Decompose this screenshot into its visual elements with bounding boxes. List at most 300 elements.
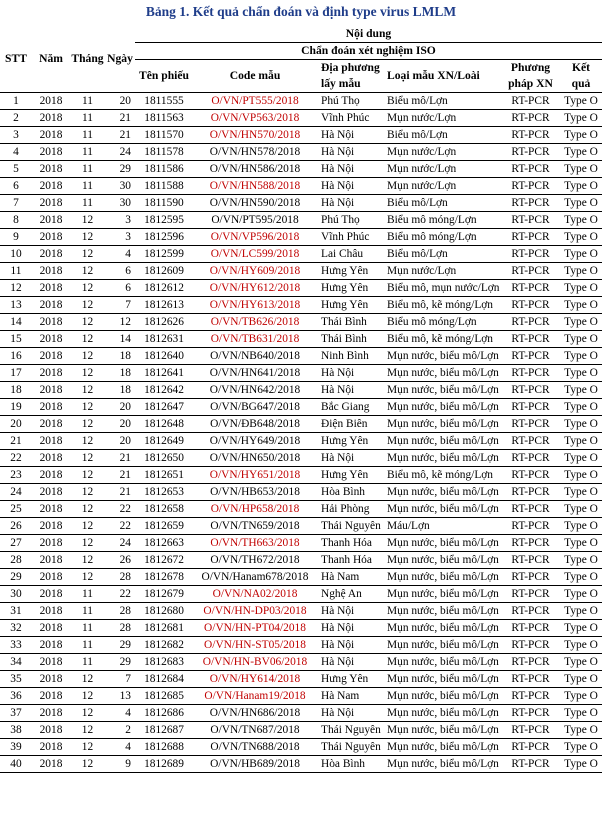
cell-ket-qua: Type O bbox=[560, 416, 602, 433]
cell-code-mau: O/VN/BG647/2018 bbox=[193, 399, 317, 416]
cell-ngay: 30 bbox=[105, 178, 135, 195]
cell-thang: 12 bbox=[70, 501, 105, 518]
cell-loai-mau: Biểu mô móng/Lợn bbox=[383, 212, 501, 229]
table-body bbox=[0, 93, 602, 773]
cell-thang: 12 bbox=[70, 212, 105, 229]
cell-ket-qua: Type O bbox=[560, 722, 602, 739]
cell-thang: 12 bbox=[70, 518, 105, 535]
cell-stt: 16 bbox=[0, 348, 32, 365]
cell-ten-phieu: 1812648 bbox=[135, 416, 193, 433]
cell-loai-mau: Mụn nước, biểu mô/Lợn bbox=[383, 705, 501, 722]
cell-ket-qua: Type O bbox=[560, 178, 602, 195]
cell-ket-qua: Type O bbox=[560, 195, 602, 212]
cell-thang: 12 bbox=[70, 450, 105, 467]
cell-ket-qua: Type O bbox=[560, 484, 602, 501]
cell-ket-qua: Type O bbox=[560, 535, 602, 552]
cell-ket-qua: Type O bbox=[560, 161, 602, 178]
cell-ten-phieu: 1812631 bbox=[135, 331, 193, 348]
cell-phuong-phap: RT-PCR bbox=[501, 127, 560, 144]
cell-ngay: 29 bbox=[105, 637, 135, 654]
cell-loai-mau: Mụn nước, biểu mô/Lợn bbox=[383, 671, 501, 688]
cell-loai-mau: Mụn nước, biểu mô/Lợn bbox=[383, 399, 501, 416]
cell-nam: 2018 bbox=[32, 161, 70, 178]
cell-ngay: 18 bbox=[105, 382, 135, 399]
cell-dia-phuong: Hòa Bình bbox=[317, 484, 383, 501]
cell-ngay: 6 bbox=[105, 263, 135, 280]
cell-code-mau: O/VN/HN-BV06/2018 bbox=[193, 654, 317, 671]
cell-phuong-phap: RT-PCR bbox=[501, 365, 560, 382]
header-dia-phuong-line1: Địa phương bbox=[321, 61, 380, 74]
cell-ket-qua: Type O bbox=[560, 705, 602, 722]
cell-nam: 2018 bbox=[32, 671, 70, 688]
cell-dia-phuong: Hà Nội bbox=[317, 450, 383, 467]
cell-stt: 8 bbox=[0, 212, 32, 229]
cell-phuong-phap: RT-PCR bbox=[501, 518, 560, 535]
cell-ten-phieu: 1812641 bbox=[135, 365, 193, 382]
cell-thang: 12 bbox=[70, 535, 105, 552]
cell-stt: 22 bbox=[0, 450, 32, 467]
cell-ngay: 30 bbox=[105, 195, 135, 212]
cell-stt: 20 bbox=[0, 416, 32, 433]
cell-nam: 2018 bbox=[32, 144, 70, 161]
cell-dia-phuong: Vĩnh Phúc bbox=[317, 110, 383, 127]
cell-stt: 19 bbox=[0, 399, 32, 416]
cell-stt: 9 bbox=[0, 229, 32, 246]
cell-thang: 12 bbox=[70, 433, 105, 450]
cell-ten-phieu: 1812651 bbox=[135, 467, 193, 484]
header-loai-mau: Loại mẫu XN/Loài bbox=[383, 60, 501, 93]
cell-nam: 2018 bbox=[32, 178, 70, 195]
header-ten-phieu: Tên phiếu bbox=[135, 60, 193, 93]
cell-ngay: 20 bbox=[105, 93, 135, 110]
table-row bbox=[0, 688, 602, 705]
cell-ngay: 21 bbox=[105, 484, 135, 501]
cell-dia-phuong: Hà Nội bbox=[317, 144, 383, 161]
cell-code-mau: O/VN/HY613/2018 bbox=[193, 297, 317, 314]
cell-nam: 2018 bbox=[32, 246, 70, 263]
cell-nam: 2018 bbox=[32, 688, 70, 705]
cell-nam: 2018 bbox=[32, 263, 70, 280]
cell-ngay: 20 bbox=[105, 399, 135, 416]
cell-nam: 2018 bbox=[32, 93, 70, 110]
cell-ket-qua: Type O bbox=[560, 671, 602, 688]
cell-ngay: 4 bbox=[105, 705, 135, 722]
cell-loai-mau: Mụn nước, biểu mô/Lợn bbox=[383, 501, 501, 518]
cell-ngay: 29 bbox=[105, 654, 135, 671]
cell-dia-phuong: Ninh Bình bbox=[317, 348, 383, 365]
cell-dia-phuong: Hà Nội bbox=[317, 603, 383, 620]
cell-ten-phieu: 1812650 bbox=[135, 450, 193, 467]
cell-thang: 12 bbox=[70, 365, 105, 382]
cell-ket-qua: Type O bbox=[560, 348, 602, 365]
table-row bbox=[0, 127, 602, 144]
table-row bbox=[0, 314, 602, 331]
cell-code-mau: O/VN/HB653/2018 bbox=[193, 484, 317, 501]
cell-loai-mau: Mụn nước/Lợn bbox=[383, 110, 501, 127]
cell-dia-phuong: Hà Nội bbox=[317, 705, 383, 722]
cell-ten-phieu: 1812596 bbox=[135, 229, 193, 246]
table-row bbox=[0, 178, 602, 195]
cell-phuong-phap: RT-PCR bbox=[501, 433, 560, 450]
header-ket-qua-line1: Kết bbox=[571, 61, 591, 74]
cell-phuong-phap: RT-PCR bbox=[501, 603, 560, 620]
header-ngay: Ngày bbox=[105, 26, 135, 93]
cell-loai-mau: Biểu mô/Lợn bbox=[383, 127, 501, 144]
cell-dia-phuong: Thái Nguyên bbox=[317, 739, 383, 756]
cell-dia-phuong: Hưng Yên bbox=[317, 467, 383, 484]
cell-code-mau: O/VN/TN659/2018 bbox=[193, 518, 317, 535]
cell-ket-qua: Type O bbox=[560, 739, 602, 756]
cell-phuong-phap: RT-PCR bbox=[501, 229, 560, 246]
cell-nam: 2018 bbox=[32, 280, 70, 297]
table-row bbox=[0, 212, 602, 229]
cell-ngay: 4 bbox=[105, 739, 135, 756]
cell-ket-qua: Type O bbox=[560, 110, 602, 127]
cell-stt: 29 bbox=[0, 569, 32, 586]
cell-stt: 36 bbox=[0, 688, 32, 705]
cell-nam: 2018 bbox=[32, 654, 70, 671]
cell-thang: 11 bbox=[70, 654, 105, 671]
cell-thang: 11 bbox=[70, 178, 105, 195]
cell-nam: 2018 bbox=[32, 127, 70, 144]
cell-ten-phieu: 1812649 bbox=[135, 433, 193, 450]
cell-stt: 1 bbox=[0, 93, 32, 110]
cell-thang: 12 bbox=[70, 739, 105, 756]
cell-loai-mau: Biểu mô, kẽ móng/Lợn bbox=[383, 467, 501, 484]
cell-ket-qua: Type O bbox=[560, 501, 602, 518]
cell-thang: 11 bbox=[70, 195, 105, 212]
cell-ngay: 21 bbox=[105, 467, 135, 484]
cell-nam: 2018 bbox=[32, 450, 70, 467]
cell-stt: 35 bbox=[0, 671, 32, 688]
cell-dia-phuong: Điện Biên bbox=[317, 416, 383, 433]
cell-code-mau: O/VN/HN590/2018 bbox=[193, 195, 317, 212]
cell-ten-phieu: 1812686 bbox=[135, 705, 193, 722]
table-row bbox=[0, 297, 602, 314]
cell-code-mau: O/VN/PT595/2018 bbox=[193, 212, 317, 229]
cell-thang: 12 bbox=[70, 246, 105, 263]
cell-stt: 6 bbox=[0, 178, 32, 195]
cell-phuong-phap: RT-PCR bbox=[501, 314, 560, 331]
cell-loai-mau: Biểu mô/Lợn bbox=[383, 246, 501, 263]
cell-loai-mau: Mụn nước, biểu mô/Lợn bbox=[383, 450, 501, 467]
cell-ket-qua: Type O bbox=[560, 127, 602, 144]
cell-nam: 2018 bbox=[32, 467, 70, 484]
cell-code-mau: O/VN/HY649/2018 bbox=[193, 433, 317, 450]
table-row bbox=[0, 671, 602, 688]
cell-stt: 33 bbox=[0, 637, 32, 654]
cell-phuong-phap: RT-PCR bbox=[501, 569, 560, 586]
cell-phuong-phap: RT-PCR bbox=[501, 331, 560, 348]
cell-stt: 30 bbox=[0, 586, 32, 603]
cell-code-mau: O/VN/HN642/2018 bbox=[193, 382, 317, 399]
cell-thang: 12 bbox=[70, 229, 105, 246]
cell-ngay: 13 bbox=[105, 688, 135, 705]
cell-loai-mau: Mụn nước/Lợn bbox=[383, 161, 501, 178]
cell-loai-mau: Mụn nước, biểu mô/Lợn bbox=[383, 535, 501, 552]
cell-ket-qua: Type O bbox=[560, 552, 602, 569]
cell-nam: 2018 bbox=[32, 603, 70, 620]
cell-phuong-phap: RT-PCR bbox=[501, 144, 560, 161]
cell-stt: 28 bbox=[0, 552, 32, 569]
cell-ket-qua: Type O bbox=[560, 637, 602, 654]
cell-nam: 2018 bbox=[32, 331, 70, 348]
cell-phuong-phap: RT-PCR bbox=[501, 637, 560, 654]
cell-loai-mau: Biểu mô/Lợn bbox=[383, 195, 501, 212]
cell-ten-phieu: 1812672 bbox=[135, 552, 193, 569]
cell-stt: 7 bbox=[0, 195, 32, 212]
cell-phuong-phap: RT-PCR bbox=[501, 671, 560, 688]
cell-code-mau: O/VN/HN641/2018 bbox=[193, 365, 317, 382]
cell-ten-phieu: 1812688 bbox=[135, 739, 193, 756]
cell-loai-mau: Mụn nước, biểu mô/Lợn bbox=[383, 603, 501, 620]
table-row bbox=[0, 433, 602, 450]
cell-ngay: 4 bbox=[105, 246, 135, 263]
cell-thang: 11 bbox=[70, 586, 105, 603]
cell-phuong-phap: RT-PCR bbox=[501, 688, 560, 705]
cell-loai-mau: Mụn nước, biểu mô/Lợn bbox=[383, 756, 501, 773]
cell-loai-mau: Biểu mô, mụn nước/Lợn bbox=[383, 280, 501, 297]
cell-ngay: 3 bbox=[105, 212, 135, 229]
cell-ten-phieu: 1812684 bbox=[135, 671, 193, 688]
cell-code-mau: O/VN/HN586/2018 bbox=[193, 161, 317, 178]
table-row bbox=[0, 348, 602, 365]
cell-ten-phieu: 1811586 bbox=[135, 161, 193, 178]
table-row bbox=[0, 603, 602, 620]
cell-ngay: 28 bbox=[105, 620, 135, 637]
header-dia-phuong-line2: lấy mẫu bbox=[321, 77, 361, 90]
cell-nam: 2018 bbox=[32, 348, 70, 365]
cell-ten-phieu: 1812681 bbox=[135, 620, 193, 637]
cell-ten-phieu: 1812680 bbox=[135, 603, 193, 620]
table-row bbox=[0, 331, 602, 348]
table-row bbox=[0, 263, 602, 280]
cell-phuong-phap: RT-PCR bbox=[501, 552, 560, 569]
cell-thang: 11 bbox=[70, 93, 105, 110]
cell-nam: 2018 bbox=[32, 756, 70, 773]
table-row bbox=[0, 484, 602, 501]
cell-stt: 13 bbox=[0, 297, 32, 314]
cell-ket-qua: Type O bbox=[560, 314, 602, 331]
cell-dia-phuong: Hà Nội bbox=[317, 127, 383, 144]
cell-thang: 12 bbox=[70, 756, 105, 773]
table-row bbox=[0, 552, 602, 569]
cell-nam: 2018 bbox=[32, 399, 70, 416]
header-phuong-phap bbox=[501, 60, 560, 93]
cell-dia-phuong: Lai Châu bbox=[317, 246, 383, 263]
cell-ket-qua: Type O bbox=[560, 450, 602, 467]
cell-phuong-phap: RT-PCR bbox=[501, 501, 560, 518]
cell-stt: 11 bbox=[0, 263, 32, 280]
cell-stt: 15 bbox=[0, 331, 32, 348]
cell-stt: 10 bbox=[0, 246, 32, 263]
cell-thang: 12 bbox=[70, 399, 105, 416]
table-row bbox=[0, 399, 602, 416]
header-phuong-phap-line1: Phương bbox=[510, 61, 551, 74]
cell-ten-phieu: 1812659 bbox=[135, 518, 193, 535]
cell-code-mau: O/VN/Hanam678/2018 bbox=[193, 569, 317, 586]
cell-loai-mau: Mụn nước, biểu mô/Lợn bbox=[383, 382, 501, 399]
cell-ket-qua: Type O bbox=[560, 331, 602, 348]
cell-ngay: 22 bbox=[105, 501, 135, 518]
cell-ten-phieu: 1812647 bbox=[135, 399, 193, 416]
cell-dia-phuong: Hà Nội bbox=[317, 620, 383, 637]
cell-dia-phuong: Vĩnh Phúc bbox=[317, 229, 383, 246]
cell-nam: 2018 bbox=[32, 535, 70, 552]
cell-phuong-phap: RT-PCR bbox=[501, 212, 560, 229]
cell-thang: 11 bbox=[70, 110, 105, 127]
cell-ket-qua: Type O bbox=[560, 382, 602, 399]
cell-stt: 25 bbox=[0, 501, 32, 518]
cell-ngay: 21 bbox=[105, 110, 135, 127]
cell-ket-qua: Type O bbox=[560, 280, 602, 297]
cell-loai-mau: Mụn nước, biểu mô/Lợn bbox=[383, 654, 501, 671]
cell-code-mau: O/VN/TH672/2018 bbox=[193, 552, 317, 569]
cell-code-mau: O/VN/VP596/2018 bbox=[193, 229, 317, 246]
cell-ngay: 18 bbox=[105, 348, 135, 365]
cell-phuong-phap: RT-PCR bbox=[501, 654, 560, 671]
cell-stt: 2 bbox=[0, 110, 32, 127]
cell-ket-qua: Type O bbox=[560, 620, 602, 637]
cell-stt: 27 bbox=[0, 535, 32, 552]
cell-loai-mau: Biểu mô, kẽ móng/Lợn bbox=[383, 331, 501, 348]
cell-dia-phuong: Hà Nội bbox=[317, 637, 383, 654]
cell-thang: 12 bbox=[70, 382, 105, 399]
cell-phuong-phap: RT-PCR bbox=[501, 705, 560, 722]
cell-dia-phuong: Hưng Yên bbox=[317, 671, 383, 688]
cell-thang: 12 bbox=[70, 569, 105, 586]
cell-dia-phuong: Thái Nguyên bbox=[317, 722, 383, 739]
cell-thang: 11 bbox=[70, 603, 105, 620]
cell-loai-mau: Biểu mô móng/Lợn bbox=[383, 314, 501, 331]
table-row bbox=[0, 229, 602, 246]
cell-code-mau: O/VN/HN-PT04/2018 bbox=[193, 620, 317, 637]
cell-ngay: 7 bbox=[105, 671, 135, 688]
cell-ngay: 21 bbox=[105, 127, 135, 144]
cell-phuong-phap: RT-PCR bbox=[501, 93, 560, 110]
cell-ngay: 14 bbox=[105, 331, 135, 348]
cell-ngay: 28 bbox=[105, 569, 135, 586]
table-row bbox=[0, 246, 602, 263]
cell-stt: 3 bbox=[0, 127, 32, 144]
cell-ten-phieu: 1812678 bbox=[135, 569, 193, 586]
cell-ngay: 20 bbox=[105, 433, 135, 450]
cell-ket-qua: Type O bbox=[560, 297, 602, 314]
cell-loai-mau: Mụn nước, biểu mô/Lợn bbox=[383, 484, 501, 501]
cell-code-mau: O/VN/HN588/2018 bbox=[193, 178, 317, 195]
cell-ngay: 6 bbox=[105, 280, 135, 297]
cell-code-mau: O/VN/TN687/2018 bbox=[193, 722, 317, 739]
cell-ten-phieu: 1812626 bbox=[135, 314, 193, 331]
cell-nam: 2018 bbox=[32, 110, 70, 127]
table-caption: Bảng 1. Kết quả chẩn đoán và định type virus LMLM bbox=[145, 4, 457, 19]
cell-ten-phieu: 1812599 bbox=[135, 246, 193, 263]
cell-ten-phieu: 1811563 bbox=[135, 110, 193, 127]
cell-phuong-phap: RT-PCR bbox=[501, 586, 560, 603]
cell-ngay: 18 bbox=[105, 365, 135, 382]
cell-thang: 12 bbox=[70, 297, 105, 314]
cell-nam: 2018 bbox=[32, 365, 70, 382]
cell-ten-phieu: 1812685 bbox=[135, 688, 193, 705]
cell-loai-mau: Mụn nước/Lợn bbox=[383, 263, 501, 280]
cell-dia-phuong: Nghệ An bbox=[317, 586, 383, 603]
cell-phuong-phap: RT-PCR bbox=[501, 484, 560, 501]
cell-nam: 2018 bbox=[32, 314, 70, 331]
cell-ten-phieu: 1811578 bbox=[135, 144, 193, 161]
cell-nam: 2018 bbox=[32, 739, 70, 756]
cell-dia-phuong: Phú Thọ bbox=[317, 93, 383, 110]
cell-loai-mau: Mụn nước/Lợn bbox=[383, 144, 501, 161]
cell-phuong-phap: RT-PCR bbox=[501, 739, 560, 756]
cell-nam: 2018 bbox=[32, 195, 70, 212]
cell-thang: 11 bbox=[70, 127, 105, 144]
table-row bbox=[0, 382, 602, 399]
cell-loai-mau: Mụn nước, biểu mô/Lợn bbox=[383, 348, 501, 365]
cell-ngay: 2 bbox=[105, 722, 135, 739]
cell-ngay: 3 bbox=[105, 229, 135, 246]
cell-code-mau: O/VN/NA02/2018 bbox=[193, 586, 317, 603]
cell-ten-phieu: 1812642 bbox=[135, 382, 193, 399]
table-row bbox=[0, 110, 602, 127]
cell-dia-phuong: Thái Bình bbox=[317, 314, 383, 331]
cell-ten-phieu: 1812679 bbox=[135, 586, 193, 603]
cell-stt: 38 bbox=[0, 722, 32, 739]
cell-thang: 11 bbox=[70, 620, 105, 637]
cell-code-mau: O/VN/HN578/2018 bbox=[193, 144, 317, 161]
cell-thang: 12 bbox=[70, 484, 105, 501]
cell-ket-qua: Type O bbox=[560, 654, 602, 671]
cell-stt: 37 bbox=[0, 705, 32, 722]
cell-thang: 11 bbox=[70, 637, 105, 654]
cell-ket-qua: Type O bbox=[560, 603, 602, 620]
cell-dia-phuong: Hà Nội bbox=[317, 654, 383, 671]
cell-ten-phieu: 1811570 bbox=[135, 127, 193, 144]
cell-dia-phuong: Thái Bình bbox=[317, 331, 383, 348]
cell-ket-qua: Type O bbox=[560, 756, 602, 773]
cell-stt: 34 bbox=[0, 654, 32, 671]
cell-dia-phuong: Hưng Yên bbox=[317, 263, 383, 280]
cell-code-mau: O/VN/TB626/2018 bbox=[193, 314, 317, 331]
cell-loai-mau: Mụn nước, biểu mô/Lợn bbox=[383, 739, 501, 756]
cell-phuong-phap: RT-PCR bbox=[501, 450, 560, 467]
cell-nam: 2018 bbox=[32, 382, 70, 399]
header-code-mau: Code mẫu bbox=[193, 60, 317, 93]
cell-ngay: 22 bbox=[105, 586, 135, 603]
cell-phuong-phap: RT-PCR bbox=[501, 297, 560, 314]
cell-phuong-phap: RT-PCR bbox=[501, 756, 560, 773]
cell-loai-mau: Mụn nước/Lợn bbox=[383, 178, 501, 195]
cell-nam: 2018 bbox=[32, 212, 70, 229]
cell-loai-mau: Biểu mô/Lợn bbox=[383, 93, 501, 110]
cell-loai-mau: Biểu mô, kẽ móng/Lợn bbox=[383, 297, 501, 314]
cell-code-mau: O/VN/Hanam19/2018 bbox=[193, 688, 317, 705]
cell-nam: 2018 bbox=[32, 297, 70, 314]
cell-ngay: 9 bbox=[105, 756, 135, 773]
cell-ngay: 28 bbox=[105, 603, 135, 620]
cell-ngay: 20 bbox=[105, 416, 135, 433]
cell-ngay: 7 bbox=[105, 297, 135, 314]
cell-ten-phieu: 1812595 bbox=[135, 212, 193, 229]
cell-ten-phieu: 1812613 bbox=[135, 297, 193, 314]
cell-stt: 12 bbox=[0, 280, 32, 297]
table-row bbox=[0, 620, 602, 637]
cell-code-mau: O/VN/LC599/2018 bbox=[193, 246, 317, 263]
cell-phuong-phap: RT-PCR bbox=[501, 178, 560, 195]
cell-ket-qua: Type O bbox=[560, 399, 602, 416]
cell-thang: 12 bbox=[70, 705, 105, 722]
cell-phuong-phap: RT-PCR bbox=[501, 161, 560, 178]
cell-ten-phieu: 1811555 bbox=[135, 93, 193, 110]
